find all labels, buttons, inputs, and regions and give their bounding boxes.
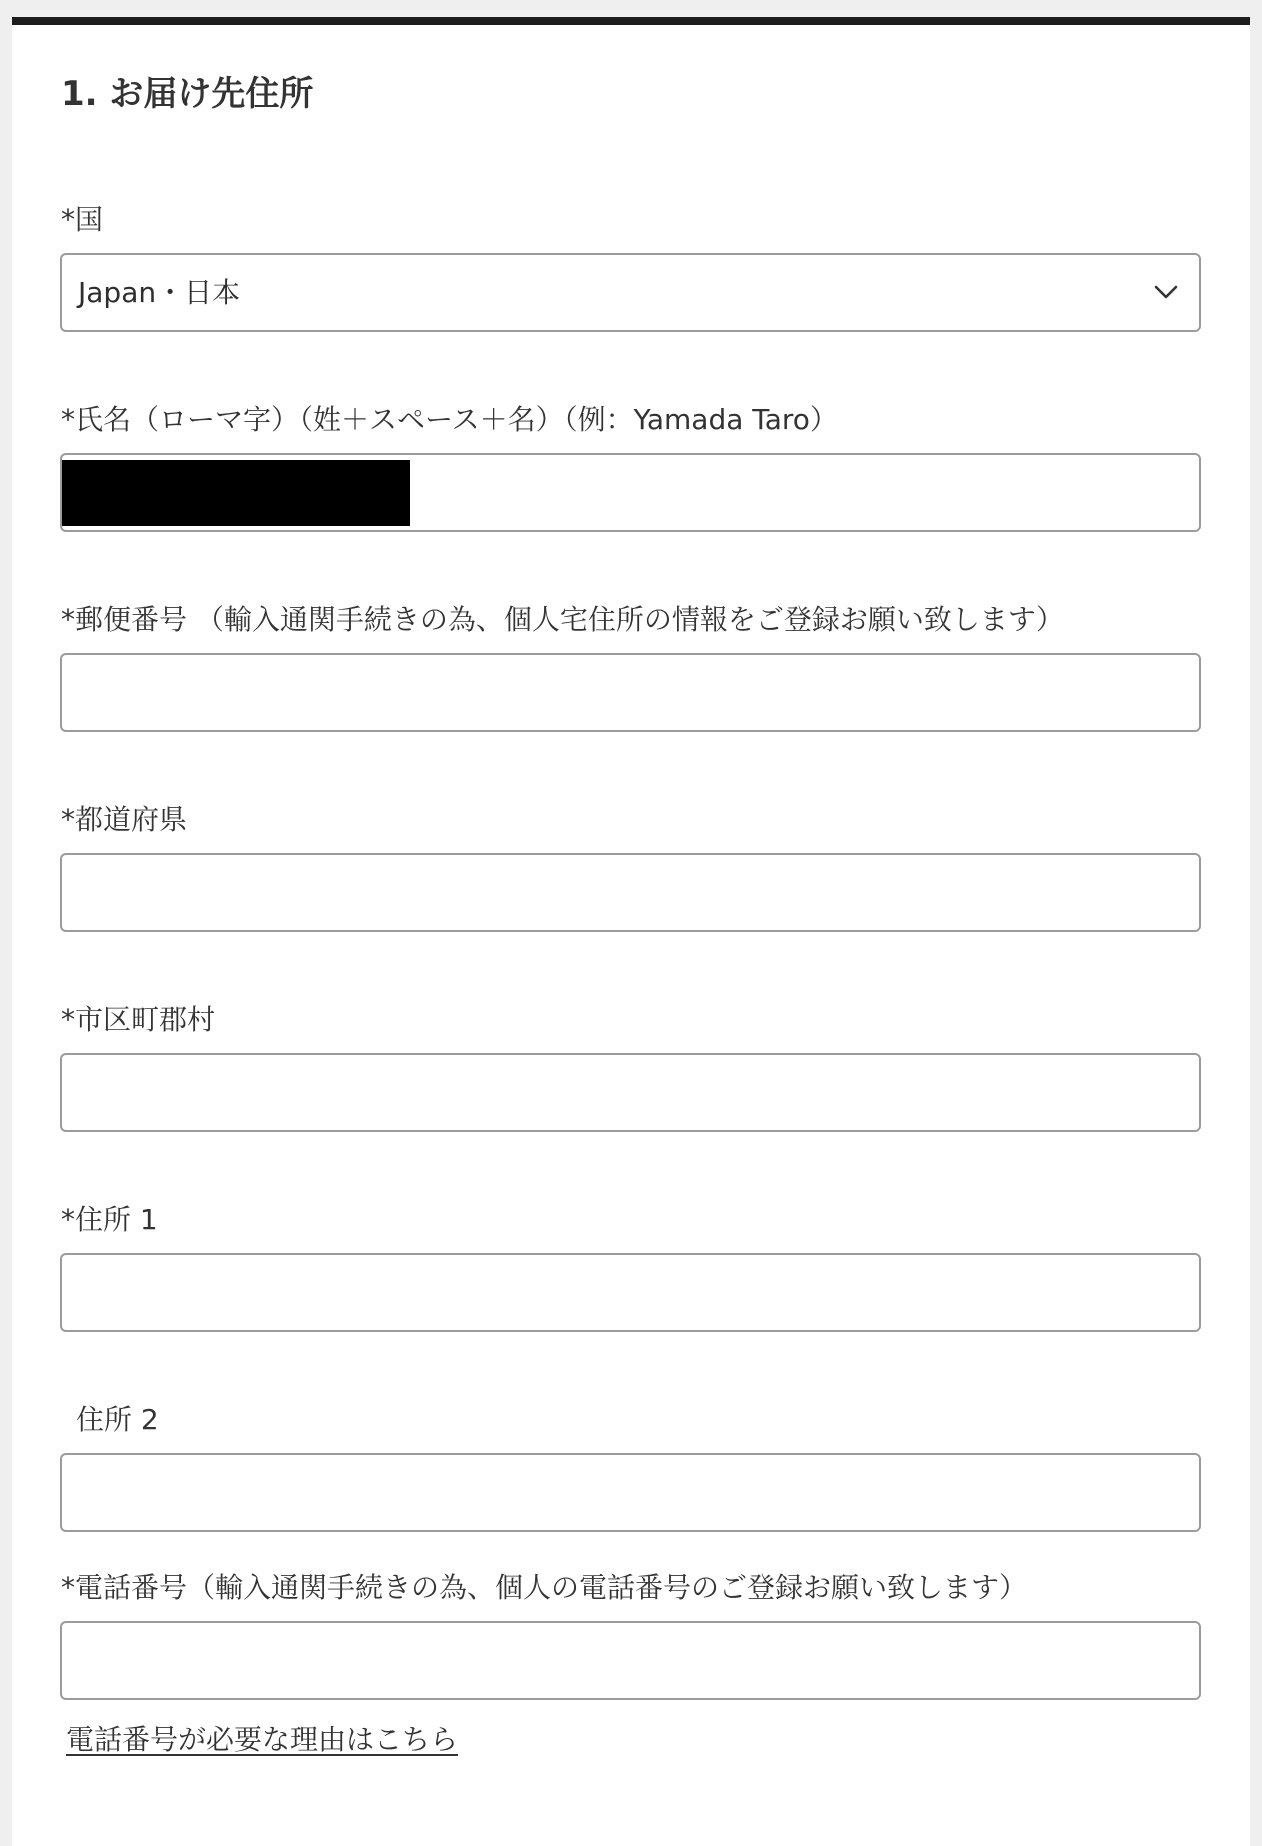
country-select[interactable] <box>60 253 1201 332</box>
prefecture-label: *都道府県 <box>61 803 188 836</box>
address1-field[interactable] <box>60 1253 1201 1332</box>
phone-field[interactable] <box>60 1621 1201 1700</box>
address2-label: 住所 2 <box>76 1403 159 1436</box>
address1-label: *住所 1 <box>61 1203 158 1236</box>
phone-label: *電話番号（輸入通関手続きの為、個人の電話番号のご登録お願い致します） <box>61 1571 1028 1604</box>
address2-input[interactable] <box>62 1455 1199 1530</box>
address2-field[interactable] <box>60 1453 1201 1532</box>
postal-code-field[interactable] <box>60 653 1201 732</box>
city-field[interactable] <box>60 1053 1201 1132</box>
phone-reason-link[interactable]: 電話番号が必要な理由はこちら <box>66 1723 459 1756</box>
address1-input[interactable] <box>62 1255 1199 1330</box>
postal-code-label: *郵便番号 （輸入通関手続きの為、個人宅住所の情報をご登録お願い致します） <box>61 603 1064 636</box>
postal-code-input[interactable] <box>62 655 1199 730</box>
name-field[interactable] <box>60 453 1201 532</box>
city-input[interactable] <box>62 1055 1199 1130</box>
phone-input[interactable] <box>62 1623 1199 1698</box>
chevron-down-icon <box>1151 279 1181 305</box>
section-title: 1. お届け先住所 <box>61 74 314 114</box>
country-selected-value: Japan・日本 <box>78 276 241 309</box>
prefecture-field[interactable] <box>60 853 1201 932</box>
country-label: *国 <box>61 203 104 236</box>
prefecture-input[interactable] <box>62 855 1199 930</box>
name-input[interactable] <box>62 455 1199 530</box>
city-label: *市区町郡村 <box>61 1003 216 1036</box>
top-border-bar <box>12 17 1250 25</box>
name-label: *氏名（ローマ字）（姓＋スペース＋名）（例：Yamada Taro） <box>61 403 838 436</box>
